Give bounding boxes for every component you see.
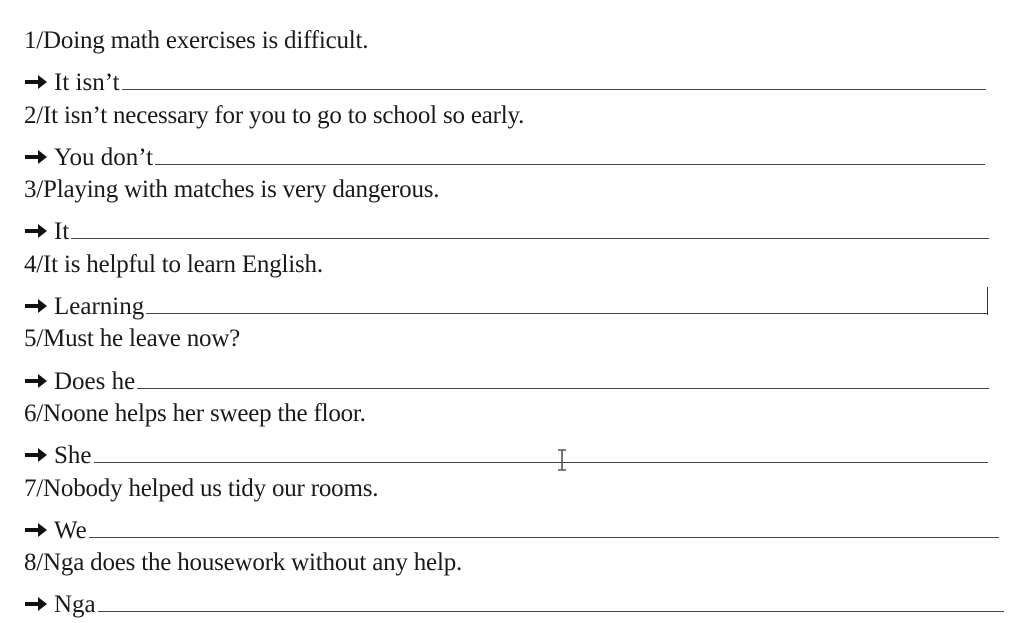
- question-2: 2/It isn’t necessary for you to go to school so early.: [24, 101, 525, 129]
- arrow-right-icon: [24, 297, 48, 315]
- arrow-right-icon: [24, 595, 48, 613]
- arrow-right-icon: [24, 521, 48, 539]
- answer-line-3: [24, 212, 1004, 249]
- answer-blank-7[interactable]: [89, 511, 999, 538]
- question-7: 7/Nobody helped us tidy our rooms.: [24, 474, 379, 502]
- answer-blank-3[interactable]: [71, 212, 989, 239]
- text-cursor-icon: [555, 448, 569, 472]
- answer-line-6: [24, 436, 1004, 473]
- question-5: 5/Must he leave now?: [24, 325, 241, 353]
- answer-blank-8[interactable]: [98, 585, 1004, 612]
- answer-blank-1[interactable]: [122, 63, 986, 90]
- answer-blank-4[interactable]: [146, 287, 988, 314]
- answer-line-1: [24, 63, 1004, 100]
- question-6: 6/Noone helps her sweep the floor.: [24, 399, 366, 427]
- question-1: 1/Doing math exercises is difficult.: [24, 27, 369, 54]
- arrow-right-icon: [24, 372, 48, 390]
- answer-stem-1: It isn’t: [54, 69, 120, 97]
- arrow-right-icon: [24, 446, 48, 464]
- question-8: 8/Nga does the housework without any help.: [24, 549, 463, 577]
- answer-stem-4: Learning: [54, 293, 145, 321]
- arrow-right-icon: [24, 148, 48, 166]
- answer-stem-6: She: [54, 442, 92, 470]
- answer-line-2: [24, 138, 1004, 175]
- answer-blank-2[interactable]: [155, 138, 985, 165]
- answer-stem-7: We: [54, 516, 87, 544]
- arrow-right-icon: [24, 73, 48, 91]
- answer-line-7: [24, 511, 1004, 548]
- question-4: 4/It is helpful to learn English.: [24, 250, 323, 278]
- answer-line-4: [24, 287, 1004, 324]
- answer-stem-5: Does he: [54, 367, 136, 395]
- arrow-right-icon: [24, 222, 48, 240]
- question-3: 3/Playing with matches is very dangerous.: [24, 176, 440, 204]
- worksheet: [24, 26, 1004, 623]
- answer-blank-5[interactable]: [137, 362, 989, 389]
- answer-stem-2: You don’t: [54, 143, 154, 171]
- answer-stem-3: It: [54, 218, 70, 246]
- answer-stem-8: Nga: [54, 591, 96, 619]
- answer-line-5: [24, 362, 1004, 399]
- answer-blank-6[interactable]: [94, 436, 988, 463]
- answer-line-8: [24, 585, 1004, 622]
